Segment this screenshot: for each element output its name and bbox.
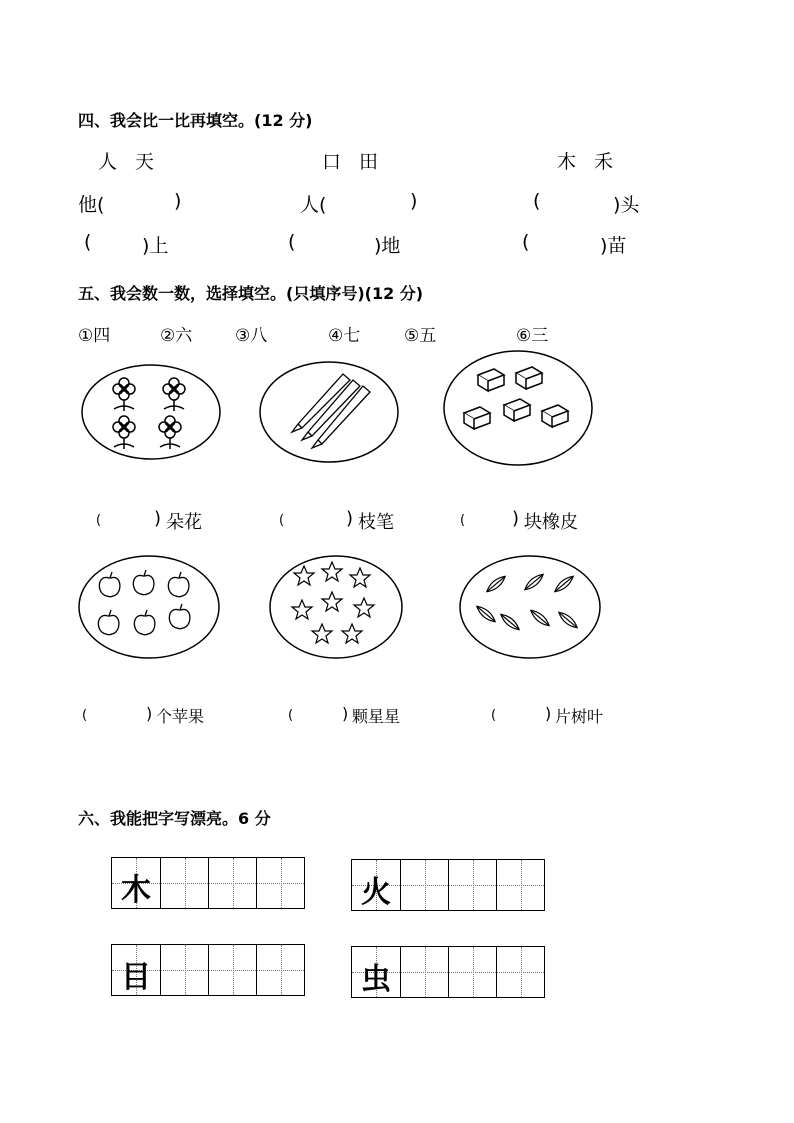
flower-icon: [113, 416, 135, 449]
option-1: ①四: [78, 326, 111, 346]
apple-icon: [133, 570, 154, 595]
label-stars: 颗星星: [352, 707, 401, 726]
blank-open: 他(: [78, 194, 105, 216]
paren-open: (: [288, 708, 294, 723]
paren-open: (: [460, 513, 466, 528]
paren-close: ): [512, 508, 520, 529]
practice-cell[interactable]: [256, 858, 304, 908]
erasers-plate: [442, 349, 594, 467]
star-icon: [354, 598, 374, 617]
sample-char: 虫: [361, 962, 391, 997]
label-apples: 个苹果: [156, 707, 205, 726]
eraser-icon: [464, 407, 490, 429]
practice-cell[interactable]: [208, 858, 256, 908]
blank-open: 人(: [300, 194, 327, 216]
blank-close: )上: [142, 235, 169, 257]
eraser-icon: [504, 399, 530, 421]
practice-cell[interactable]: [160, 858, 208, 908]
writing-grid-mu: [111, 857, 305, 909]
sample-char: 目: [121, 960, 151, 995]
blank-close: )头: [613, 194, 640, 216]
blank-open: (: [522, 231, 530, 253]
flower-icon: [159, 416, 181, 449]
paren-close: ): [146, 704, 153, 723]
blank-close: ): [410, 190, 418, 212]
label-erasers: 块橡皮: [524, 512, 578, 533]
label-flowers: 朵花: [166, 512, 202, 533]
flowers-plate: [80, 362, 222, 462]
leaf-icon: [475, 604, 498, 625]
paren-open: (: [96, 513, 102, 528]
apples-plate: [77, 554, 221, 660]
practice-cell[interactable]: [448, 860, 496, 910]
blank-open: (: [533, 190, 541, 212]
writing-grid-mu-eye: [111, 944, 305, 996]
blank-open: (: [288, 231, 296, 253]
leaf-icon: [499, 612, 522, 633]
leaf-icon: [557, 610, 580, 631]
apple-icon: [134, 610, 155, 635]
option-2: ②六: [160, 326, 193, 346]
option-3: ③八: [235, 326, 268, 346]
eraser-icon: [478, 369, 504, 391]
section4-title: 四、我会比一比再填空。(12 分): [78, 111, 313, 130]
flower-icon: [163, 378, 185, 411]
leaf-icon: [523, 572, 546, 593]
section6-title: 六、我能把字写漂亮。6 分: [78, 809, 271, 828]
leaf-icon: [529, 608, 552, 629]
practice-cell[interactable]: [160, 945, 208, 995]
sample-char: 火: [361, 875, 391, 910]
star-icon: [322, 592, 342, 611]
star-icon: [312, 624, 332, 643]
eraser-icon: [542, 405, 568, 427]
blank-close: )苗: [600, 235, 627, 257]
practice-cell[interactable]: [400, 860, 448, 910]
apple-icon: [99, 572, 120, 597]
practice-cell[interactable]: [400, 947, 448, 997]
practice-cell[interactable]: [496, 860, 544, 910]
option-6: ⑥三: [516, 326, 549, 346]
pencils-plate: [258, 360, 400, 464]
writing-grid-chong: [351, 946, 545, 998]
leaf-icon: [553, 574, 576, 595]
pair-3: 木 禾: [557, 151, 620, 173]
star-icon: [322, 562, 342, 581]
paren-open: (: [491, 708, 497, 723]
stars-plate: [268, 554, 404, 660]
paren-close: ): [346, 508, 354, 529]
label-pencils: 枝笔: [358, 512, 394, 533]
star-icon: [350, 568, 370, 587]
pair-2: 口 田: [322, 151, 385, 173]
star-icon: [342, 624, 362, 643]
option-4: ④七: [328, 326, 361, 346]
practice-cell[interactable]: [496, 947, 544, 997]
leaf-icon: [485, 574, 508, 595]
writing-grid-huo: [351, 859, 545, 911]
practice-cell[interactable]: [448, 947, 496, 997]
practice-cell[interactable]: [256, 945, 304, 995]
apple-icon: [169, 604, 190, 629]
paren-close: ): [342, 704, 349, 723]
apple-icon: [168, 572, 189, 597]
practice-cell[interactable]: [208, 945, 256, 995]
blank-open: (: [84, 231, 92, 253]
star-icon: [294, 566, 314, 585]
section5-title: 五、我会数一数，选择填空。(只填序号)(12 分): [78, 284, 424, 303]
option-5: ⑤五: [404, 326, 437, 346]
paren-open: (: [82, 708, 88, 723]
paren-close: ): [154, 508, 162, 529]
leaves-plate: [458, 554, 602, 660]
label-leaves: 片树叶: [555, 707, 604, 726]
flower-icon: [113, 378, 135, 411]
paren-open: (: [279, 513, 285, 528]
apple-icon: [98, 610, 119, 635]
blank-close: ): [174, 190, 182, 212]
pair-1: 人 天: [98, 151, 161, 173]
sample-char: 木: [121, 873, 151, 908]
eraser-icon: [516, 367, 542, 389]
paren-close: ): [545, 704, 552, 723]
star-icon: [292, 600, 312, 619]
blank-close: )地: [374, 235, 401, 257]
